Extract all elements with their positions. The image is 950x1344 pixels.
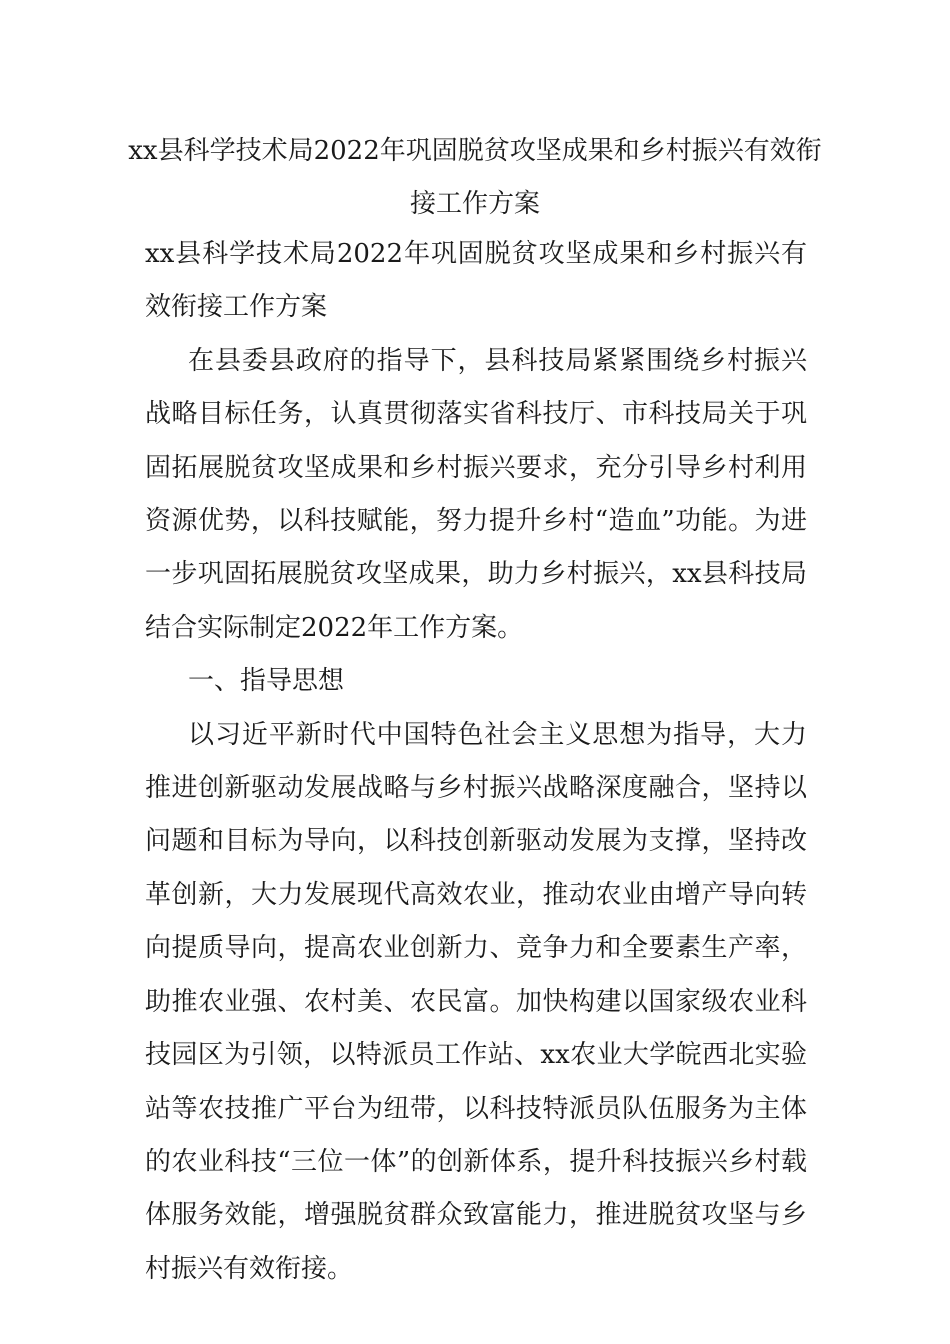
document-title: xx县科学技术局2022年巩固脱贫攻坚成果和乡村振兴有效衔接工作方案 [128, 136, 822, 219]
document-body [145, 228, 807, 1296]
guiding-ideology-paragraph: 以习近平新时代中国特色社会主义思想为指导，大力推进创新驱动发展战略与乡村振兴战略深度融合，坚持以问题和目标为导向，以科技创新驱动发展为支撑，坚持改革创新，大力发展现代高效农业，推动农业由增产导向转向提质导向，提高农业创新力、竞争力和全要素生产率，助推农业强、农村美、农民富。加快构建以国家级农业科技园区为引领，以特派员工作站、xx农业大学皖西北实验站等农技推广平台为纽带，以科技特派员队伍服务为主体的农业科技“三位一体”的创新体系，提升科技振兴乡村载体服务效能，增强脱贫群众致富能力，推进脱贫攻坚与乡村振兴有效衔接。 [145, 719, 807, 1284]
repeated-title-paragraph: xx县科学技术局2022年巩固脱贫攻坚成果和乡村振兴有效衔接工作方案 [145, 239, 807, 323]
section-heading-guiding-ideology: 一、指导思想 [188, 666, 345, 697]
intro-paragraph: 在县委县政府的指导下，县科技局紧紧围绕乡村振兴战略目标任务，认真贯彻落实省科技厅、市科技局关于巩固拓展脱贫攻坚成果和乡村振兴要求，充分引导乡村利用资源优势，以科技赋能，努力提升乡村“造血”功能。为进一步巩固拓展脱贫攻坚成果，助力乡村振兴，xx县科技局结合实际制定2022年工作方案。 [145, 345, 807, 643]
